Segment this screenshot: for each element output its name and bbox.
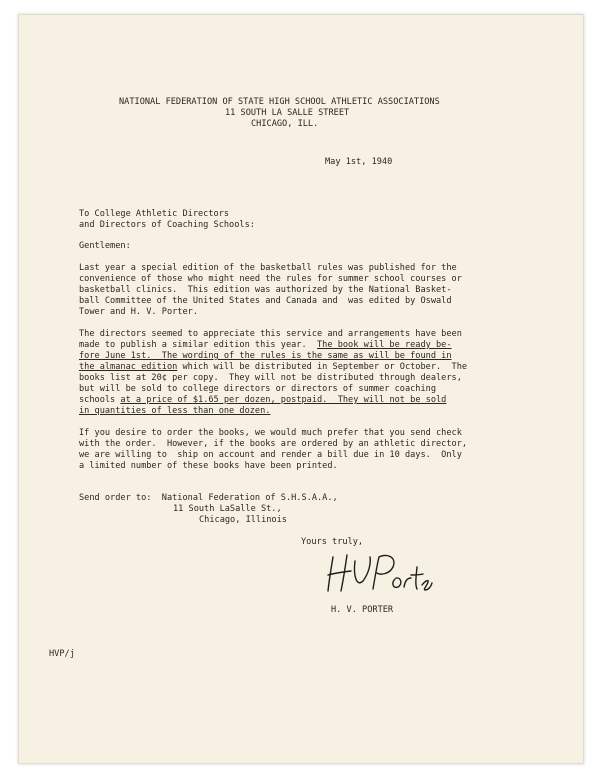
letter-date: May 1st, 1940 [325, 157, 393, 167]
underlined-text: The wording of the rules is the same as will be found in [151, 351, 452, 361]
paragraph-2-text: schools [79, 395, 121, 405]
letterhead-line-3: CHICAGO, ILL. [251, 119, 319, 129]
underlined-text: at a price of $1.65 per dozen, postpaid. They will not be sold [120, 395, 447, 405]
closing: Yours truly, [301, 537, 364, 547]
order-address-line-3: Chicago, Illinois [199, 515, 287, 525]
paragraph-2-text: made to publish a similar edition this year. [79, 340, 317, 350]
paragraph-3-line: with the order. However, if the books are ordered by an athletic director, [79, 439, 468, 449]
paragraph-2-line [79, 395, 446, 406]
paragraph-1-line: basketball clinics. This edition was authorized by the National Basket- [79, 285, 452, 295]
paragraph-2-line: but will be sold to college directors or directors of summer coaching [79, 384, 436, 394]
paragraph-3-line: we are willing to ship on account and render a bill due in 10 days. Only [79, 450, 462, 460]
paragraph-1-line: ball Committee of the United States and Canada and was edited by Oswald [79, 296, 452, 306]
signer-name: H. V. PORTER [331, 605, 394, 615]
typist-initials: HVP/j [49, 649, 75, 659]
letterhead-line-1: NATIONAL FEDERATION OF STATE HIGH SCHOOL ATHLETIC ASSOCIATIONS [119, 97, 440, 107]
paragraph-1-line: Tower and H. V. Porter. [79, 307, 198, 317]
letter-page [18, 14, 584, 764]
paragraph-2-line: in quantities of less than one dozen. [79, 406, 271, 416]
paragraph-2-line [79, 351, 452, 362]
handwritten-signature [325, 547, 435, 597]
paragraph-1-line: convenience of those who might need the rules for summer school courses or [79, 274, 462, 284]
paragraph-2-line [79, 362, 467, 373]
paragraph-3-line: a limited number of these books have been printed. [79, 461, 338, 471]
paragraph-2-text: which will be distributed in September or October. The [177, 362, 468, 372]
paragraph-1-line: Last year a special edition of the basketball rules was published for the [79, 263, 457, 273]
addressee-line-1: To College Athletic Directors [79, 209, 230, 219]
paragraph-2-line: The directors seemed to appreciate this service and arrangements have been [79, 329, 462, 339]
addressee-line-2: and Directors of Coaching Schools: [79, 220, 255, 230]
paragraph-2-line: books list at 20¢ per copy. They will not be distributed through dealers, [79, 373, 462, 383]
order-address-line-2: 11 South LaSalle St., [173, 504, 282, 514]
salutation: Gentlemen: [79, 241, 131, 251]
letterhead-line-2: 11 SOUTH LA SALLE STREET [225, 108, 350, 118]
paragraph-3-line: If you desire to order the books, we would much prefer that you send check [79, 428, 462, 438]
underlined-text: the almanac edition [79, 362, 178, 372]
underlined-text: The book will be ready be- [317, 340, 452, 350]
underlined-text: fore June 1st. [79, 351, 152, 361]
order-address-line-1: Send order to: National Federation of S.H.S.A.A., [79, 493, 338, 503]
paragraph-2-line [79, 340, 452, 351]
